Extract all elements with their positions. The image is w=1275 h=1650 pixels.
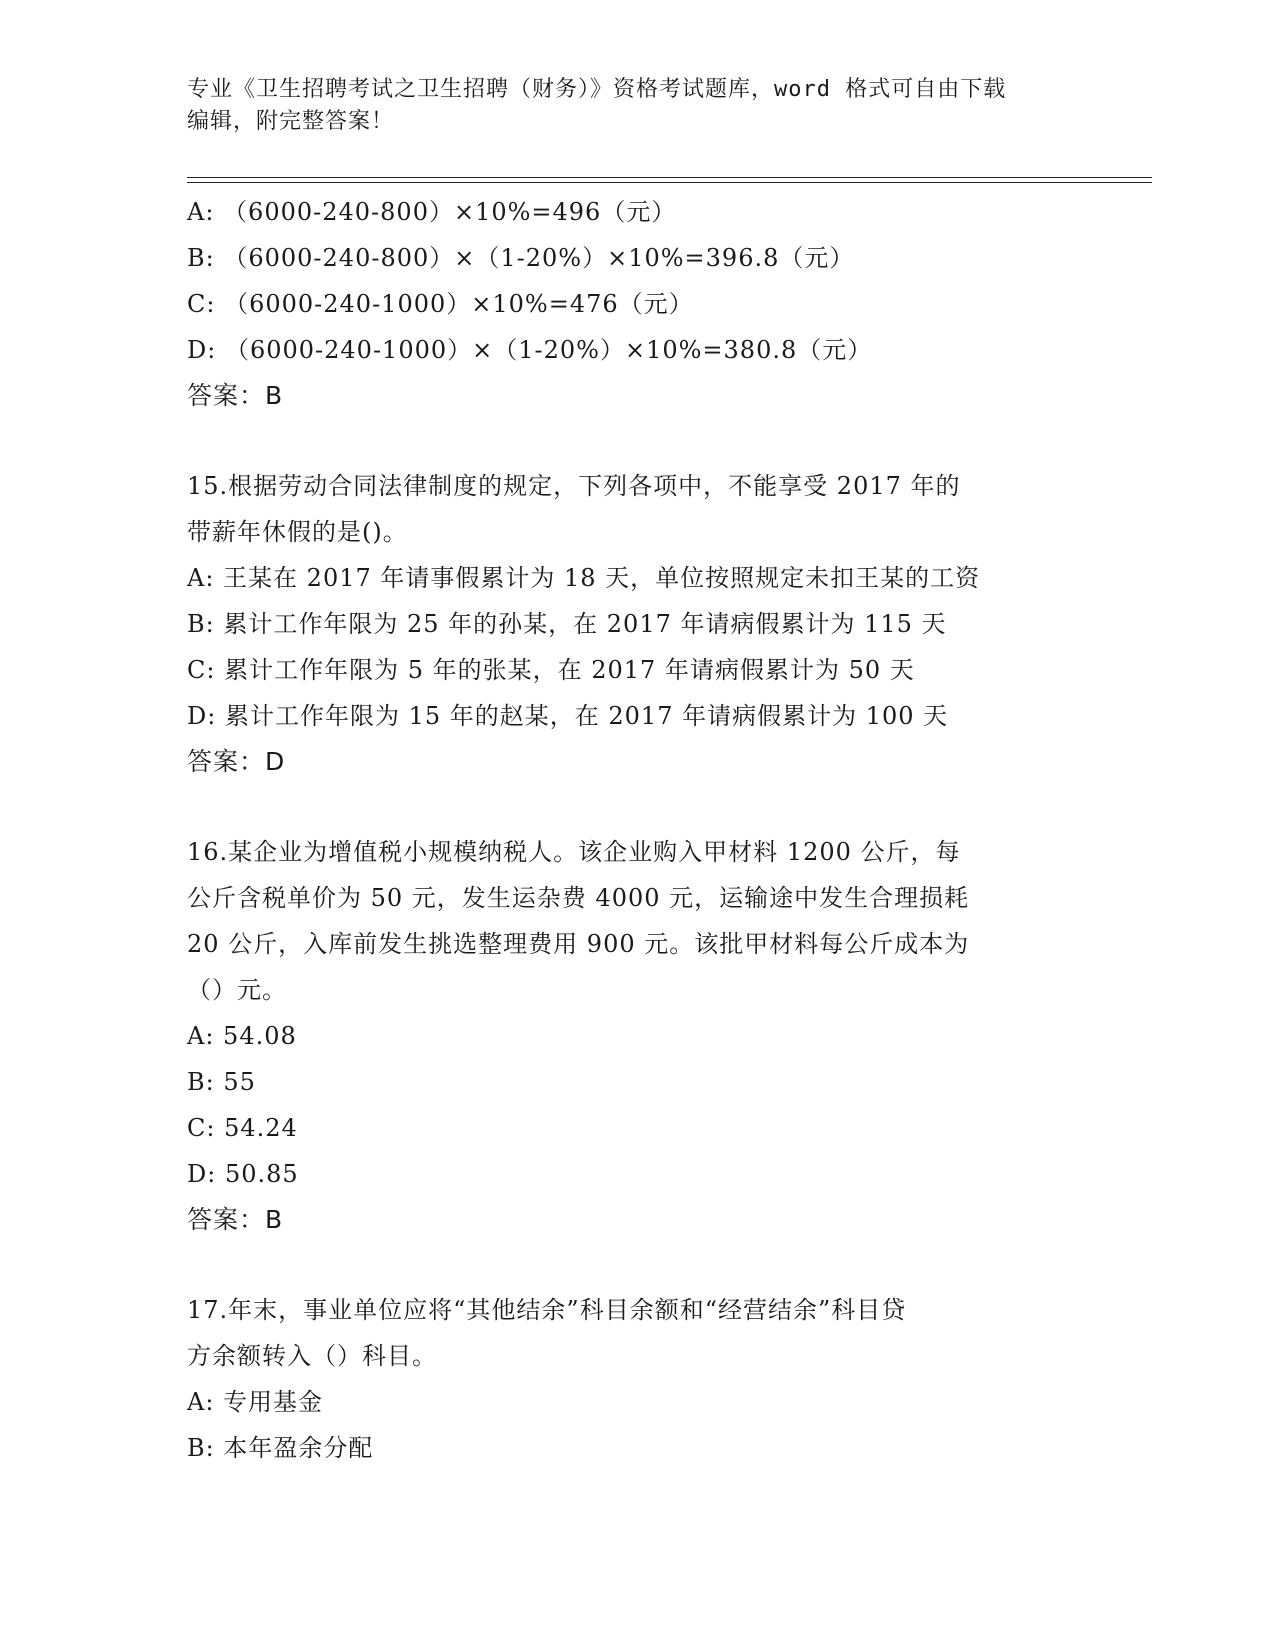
option-b: B: 累计工作年限为 25 年的孙某，在 2017 年请病假累计为 115 天: [187, 610, 947, 638]
option-d: D: 50.85: [187, 1160, 299, 1188]
question-content: [187, 189, 1087, 1471]
question-14-answer: 答案：B: [187, 381, 284, 410]
option-c: C: 54.24: [187, 1114, 298, 1142]
question-14-options: [187, 189, 1087, 419]
option-a: A: 54.08: [187, 1022, 297, 1050]
header-rule-bottom: [187, 182, 1152, 183]
spacer: [187, 785, 1087, 829]
option-b: B: （6000-240-800）×（1-20%）×10%=396.8（元）: [187, 244, 855, 272]
question-16-answer: 答案：B: [187, 1205, 284, 1234]
question-stem-line: （）元。: [187, 976, 287, 1004]
question-stem-line: 方余额转入（）科目。: [187, 1342, 437, 1370]
question-stem-line: 20 公斤，入库前发生挑选整理费用 900 元。该批甲材料每公斤成本为: [187, 930, 970, 958]
header-line-1: 专业《卫生招聘考试之卫生招聘（财务）》资格考试题库，word 格式可自由下载: [187, 77, 1007, 102]
option-d: D: （6000-240-1000）×（1-20%）×10%=380.8（元）: [187, 336, 873, 364]
question-16: [187, 829, 1087, 1243]
document-header: [187, 74, 1067, 138]
option-b: B: 本年盈余分配: [187, 1434, 374, 1462]
question-15-answer: 答案：D: [187, 747, 286, 776]
option-b: B: 55: [187, 1068, 256, 1096]
header-line-2: 编辑，附完整答案！: [187, 109, 395, 134]
option-a: A: 专用基金: [187, 1388, 324, 1416]
question-stem-line: 16.某企业为增值税小规模纳税人。该企业购入甲材料 1200 公斤，每: [187, 838, 961, 866]
question-stem-line: 15.根据劳动合同法律制度的规定，下列各项中，不能享受 2017 年的: [187, 472, 961, 500]
question-stem-line: 17.年末，事业单位应将“其他结余”科目余额和“经营结余”科目贷: [187, 1296, 907, 1324]
question-17: [187, 1287, 1087, 1471]
header-rule-top: [187, 177, 1152, 178]
option-c: C: 累计工作年限为 5 年的张某，在 2017 年请病假累计为 50 天: [187, 656, 915, 684]
option-a: A: 王某在 2017 年请事假累计为 18 天，单位按照规定未扣王某的工资: [187, 564, 981, 592]
question-15: [187, 463, 1087, 785]
spacer: [187, 419, 1087, 463]
spacer: [187, 1243, 1087, 1287]
question-stem-line: 公斤含税单价为 50 元，发生运杂费 4000 元，运输途中发生合理损耗: [187, 884, 970, 912]
option-c: C: （6000-240-1000）×10%=476（元）: [187, 290, 694, 318]
option-a: A: （6000-240-800）×10%=496（元）: [187, 198, 677, 226]
option-d: D: 累计工作年限为 15 年的赵某，在 2017 年请病假累计为 100 天: [187, 702, 949, 730]
question-stem-line: 带薪年休假的是()。: [187, 518, 408, 546]
